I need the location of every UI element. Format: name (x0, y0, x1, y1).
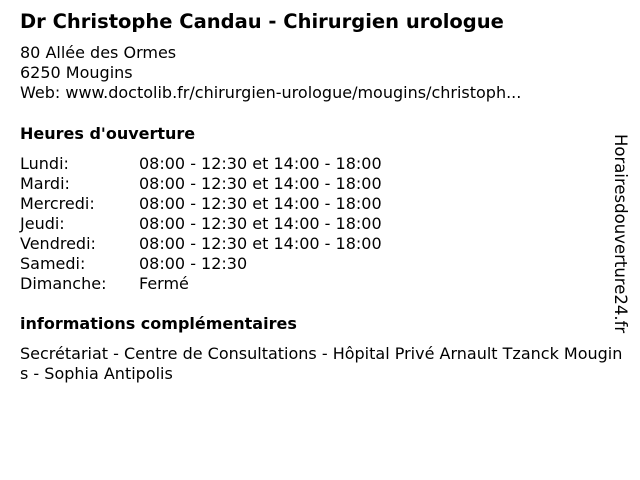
day-label: Samedi: (20, 254, 86, 273)
day-label: Mercredi: (20, 194, 95, 213)
address-city: 6250 Mougins (20, 63, 133, 82)
day-label: Vendredi: (20, 234, 96, 253)
address-street: 80 Allée des Ormes (20, 43, 177, 62)
address-block (20, 43, 521, 103)
hours-value: 08:00 - 12:30 et 14:00 - 18:00 (139, 234, 382, 253)
hours-value: 08:00 - 12:30 et 14:00 - 18:00 (139, 194, 382, 213)
website-line[interactable]: Web: www.doctolib.fr/chirurgien-urologue/mougins/christoph... (20, 83, 522, 102)
page-title: Dr Christophe Candau - Chirurgien urologue (20, 10, 504, 33)
day-label: Lundi: (20, 154, 69, 173)
hours-value: 08:00 - 12:30 et 14:00 - 18:00 (139, 214, 382, 233)
hours-value: 08:00 - 12:30 et 14:00 - 18:00 (139, 154, 382, 173)
hours-value: 08:00 - 12:30 et 14:00 - 18:00 (139, 174, 382, 193)
additional-info-text: Secrétariat - Centre de Consultations - Hôpital Privé Arnault Tzanck Mougins - Sophia Antipolis (20, 344, 623, 383)
day-label: Dimanche: (20, 274, 107, 293)
hours-value: Fermé (139, 274, 189, 293)
additional-info-heading: informations complémentaires (20, 314, 297, 333)
day-label: Jeudi: (20, 214, 65, 233)
site-watermark: Horairesdouverture24.fr (611, 134, 630, 334)
opening-hours-heading: Heures d'ouverture (20, 124, 196, 143)
hours-value: 08:00 - 12:30 (139, 254, 248, 273)
day-label: Mardi: (20, 174, 70, 193)
